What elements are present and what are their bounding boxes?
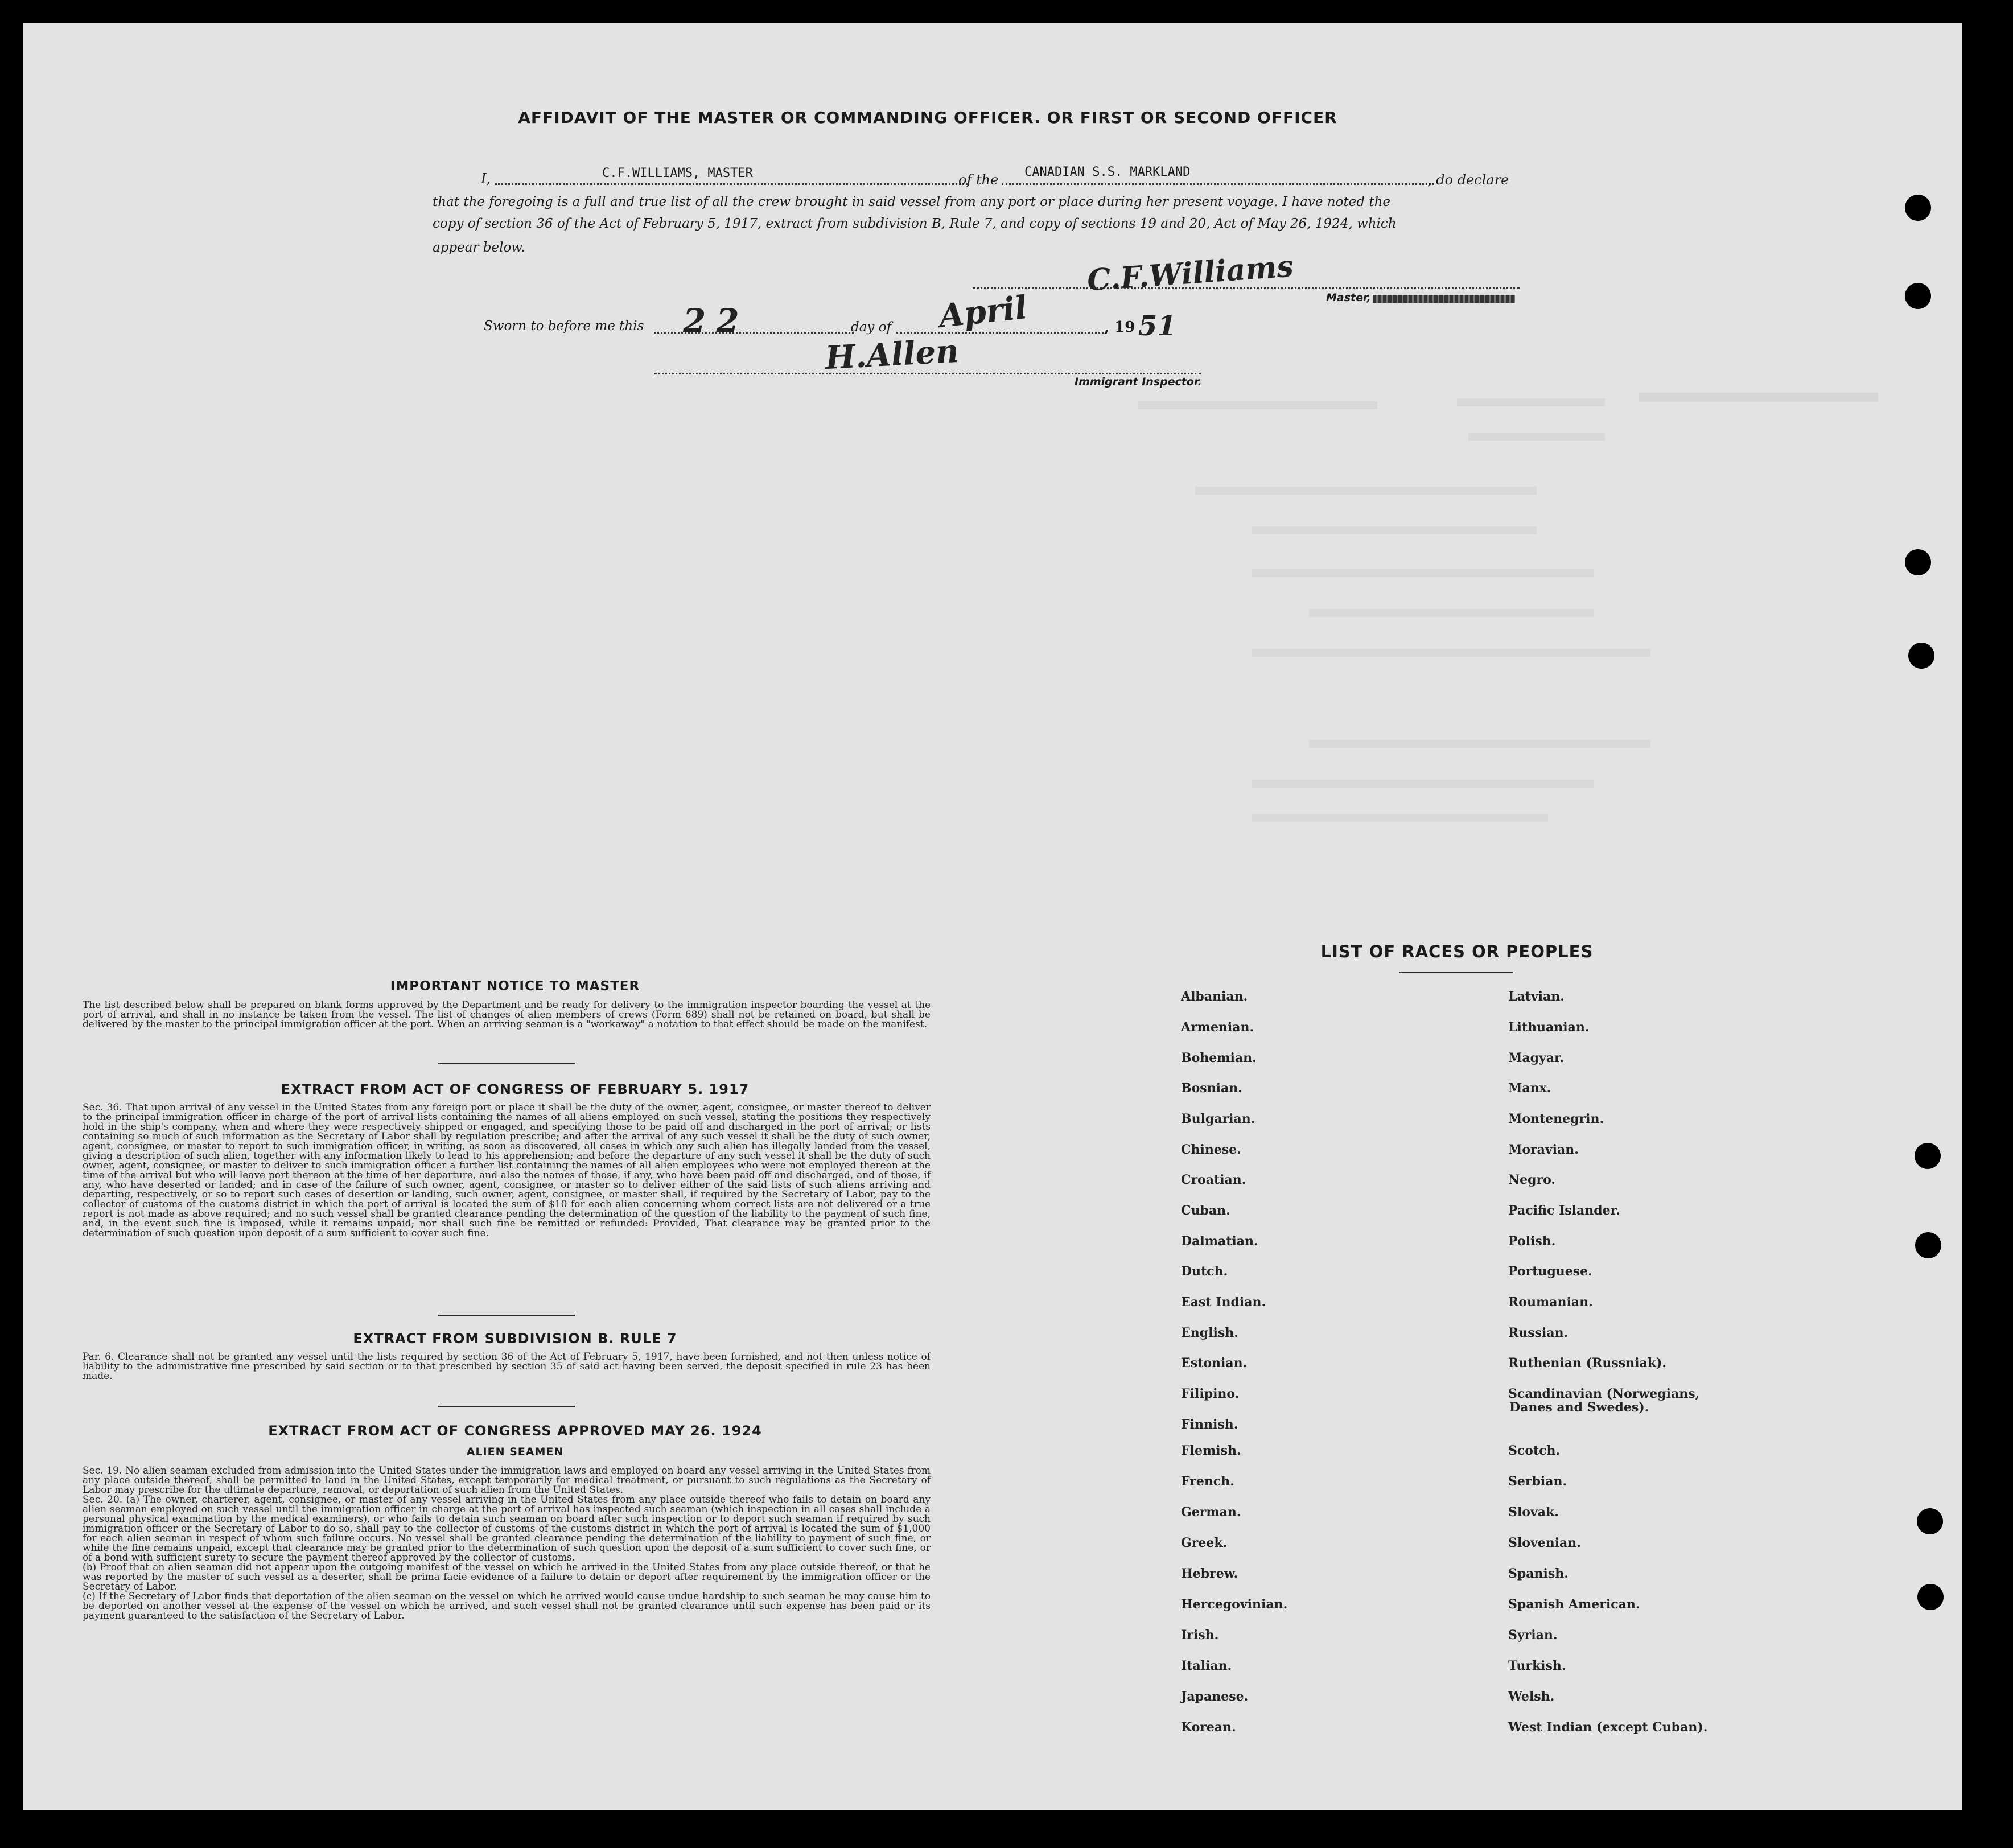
sworn-label: Sworn to before me this [484, 319, 644, 334]
race-item: Slovenian. [1508, 1536, 1581, 1550]
name-line [495, 183, 968, 185]
race-item: Montenegrin. [1508, 1112, 1604, 1126]
race-item: Filipino. [1181, 1386, 1240, 1401]
race-item: Ruthenian (Russniak). [1508, 1356, 1667, 1370]
master-label: Master, [1326, 291, 1371, 304]
race-item: Bulgarian. [1181, 1112, 1255, 1126]
race-item: Slovak. [1508, 1505, 1559, 1520]
race-item: Armenian. [1181, 1020, 1254, 1035]
race-item: Estonian. [1181, 1356, 1248, 1370]
affidavit-line-3: copy of section 36 of the Act of February 5, 1917, extract from subdivision B, Rule 7, and copy of sections 19 and 20, Act of May 26, 1924, which [433, 216, 1397, 231]
race-item: Dalmatian. [1181, 1234, 1258, 1249]
race-item: Latvian. [1508, 989, 1565, 1004]
affidavit-pronoun: I, [481, 171, 491, 187]
extract-1917-divider [438, 1315, 575, 1316]
races-divider [1399, 972, 1513, 973]
races-title: LIST OF RACES OR PEOPLES [1320, 942, 1594, 961]
race-item: Cuban. [1181, 1203, 1230, 1218]
sec20b-text: (b) Proof that an alien seaman did not appear upon the outgoing manifest of the vessel on which he arrived in the United States from any place outside thereof, or that he was reported by the master of such vessel as a deserter, shall be prima facie evidence of a failure to detain or deport after requirement by the immigration officer or the Secretary of Labor. [83, 1562, 931, 1592]
race-item: Korean. [1181, 1720, 1236, 1735]
sworn-day-value: 22 [683, 302, 750, 340]
sec19-text: Sec. 19. No alien seaman excluded from admission into the United States under the immigration laws and employed on board any vessel arriving in the United States from any place outside thereof, shall be permitted to land in the United States, except temporarily for medical treatment, or pursuant to such regulations as the Secretary of Labor may prescribe for the ultimate departure, removal, or deportation of such alien from the United States. [83, 1465, 931, 1496]
race-item: Welsh. [1508, 1689, 1555, 1704]
race-item: Irish. [1181, 1628, 1219, 1643]
extract-rule7-title: EXTRACT FROM SUBDIVISION B. RULE 7 [353, 1331, 677, 1347]
vessel-name-field: CANADIAN S.S. MARKLAND [1024, 165, 1191, 179]
race-item: German. [1181, 1505, 1241, 1520]
race-item: Japanese. [1181, 1689, 1249, 1704]
race-item: Negro. [1508, 1172, 1556, 1187]
inspector-signature: H.Allen [824, 332, 960, 377]
do-declare-label: , do declare [1427, 172, 1509, 188]
extract-1917-title: EXTRACT FROM ACT OF CONGRESS OF FEBRUARY 5. 1917 [281, 1081, 750, 1097]
race-item: Italian. [1181, 1658, 1232, 1673]
year-value: 51 [1138, 310, 1176, 342]
race-item: Syrian. [1508, 1628, 1558, 1643]
race-item: Hebrew. [1181, 1566, 1238, 1581]
race-item: Bosnian. [1181, 1081, 1242, 1096]
race-item: Pacific Islander. [1508, 1203, 1620, 1218]
extract-1924-subtitle: ALIEN SEAMEN [466, 1446, 564, 1458]
notice-text: The list described below shall be prepared on blank forms approved by the Department and be ready for delivery to the immigration inspector boarding the vessel at the port of arrival, and shall in no instance be taken from the vessel. The list of changes of alien members of crews (Form 689) shall not be retained on board, but shall be delivered by the master to the principal immigration officer at the port. When an arriving seaman is a "workaway" a notation to that effect should be made on the manifest. [83, 999, 931, 1030]
race-item: Portuguese. [1508, 1264, 1592, 1279]
race-item: West Indian (except Cuban). [1508, 1720, 1708, 1735]
extract-1917-text: Sec. 36. That upon arrival of any vessel in the United States from any foreign port or place it shall be the duty of the owner, agent, consignee, or master thereof to deliver to the principal immigration officer in charge of the port of arrival lists containing the names of all aliens employed on such vessel, stating the positions they respectively hold in the ship's company, when and where they were respectively shipped or engaged, and specifying those to be paid off and discharged in the port of arrival; or lists containing so much of such information as the Secretary of Labor shall by regulation prescribe; and after the arrival of any such vessel it shall be the duty of such owner, agent, consignee, or master to report to such immigration officer, in writing, as soon as discovered, all cases in which any such alien has illegally landed from the vessel, giving a description of such alien, together with any information likely to lead to his apprehension; and before the departure of any such vessel it shall be the duty of such owner, agent, consignee, or master to deliver to such immigration officer a further list containing the names of all alien employees who were not employed thereon at the time of the arrival but who will leave port thereon at the time of her departure, and also the names of those, if any, who have been paid off and discharged, and of those, if any, who have deserted or landed; and in case of the failure of such owner, agent, consignee, or master so to deliver either of the said lists of such aliens arriving and departing, respectively, or so to report such cases of desertion or landing, such owner, agent, consignee, or master shall, if required by the Secretary of Labor, pay to the collector of customs of the customs district in which the port of arrival is located the sum of $10 for each alien concerning whom correct lists are not delivered or a true report is not made as above required; and no such vessel shall be granted clearance pending the determination of the question of the liability to the payment of such fine, and, in the event such fine is imposed, while it remains unpaid; nor shall such fine be remitted or refunded: Provided, That clearance may be granted prior to the determination of such question upon deposit of a sum sufficient to cover such fine. [83, 1102, 931, 1239]
race-item: Spanish. [1508, 1566, 1569, 1581]
race-item: Dutch. [1181, 1264, 1228, 1279]
extract-rule7-text: Par. 6. Clearance shall not be granted any vessel until the lists required by section 36 of the Act of February 5, 1917, have been furnished, and not then unless notice of liability to the administrative fine prescribed by said section or to that prescribed by section 35 of said act having been served, the deposit specified in rule 23 has been made. [83, 1351, 931, 1382]
inspector-signature-line [654, 373, 1201, 374]
of-the-label: of the [958, 172, 999, 188]
affidavit-line-2: that the foregoing is a full and true list of all the crew brought in said vessel from any port or place during her present voyage. I have noted the [433, 195, 1390, 209]
extract-1924-body [83, 1466, 931, 1621]
race-item: Hercegovinian. [1181, 1597, 1288, 1612]
inspector-label: Immigrant Inspector. [1075, 376, 1202, 388]
sworn-month-line [896, 332, 1107, 334]
master-signature: C.F.Williams [1086, 249, 1295, 298]
affidavit-line-4: appear below. [433, 240, 525, 255]
race-item: Turkish. [1508, 1658, 1566, 1673]
race-item: Serbian. [1508, 1474, 1567, 1489]
race-item: Polish. [1508, 1234, 1556, 1249]
year-label: , 19 [1104, 319, 1135, 336]
race-item: English. [1181, 1326, 1238, 1340]
race-item: Greek. [1181, 1536, 1228, 1550]
day-of-label: day of [851, 320, 892, 335]
race-item: Bohemian. [1181, 1051, 1257, 1065]
race-item: Flemish. [1181, 1443, 1241, 1458]
race-item: Croatian. [1181, 1172, 1246, 1187]
race-item: Danes and Swedes). [1509, 1400, 1649, 1415]
race-item: Roumanian. [1508, 1295, 1593, 1310]
notice-divider [438, 1063, 575, 1064]
extract-1924-title: EXTRACT FROM ACT OF CONGRESS APPROVED MAY 26. 1924 [268, 1423, 762, 1439]
extract-rule7-divider [438, 1406, 575, 1407]
race-item: Scandinavian (Norwegians, [1508, 1386, 1700, 1401]
notice-title: IMPORTANT NOTICE TO MASTER [390, 979, 640, 994]
race-item: Spanish American. [1508, 1597, 1640, 1612]
struck-through-title [1373, 295, 1515, 303]
vessel-line [1002, 183, 1434, 185]
race-item: French. [1181, 1474, 1234, 1489]
sec20c-text: (c) If the Secretary of Labor finds that deportation of the alien seaman on the vessel on which he arrived would cause undue hardship to such seaman he may cause him to be deported on another vessel at the expense of the vessel on which he arrived, and such vessel shall not be granted clearance until such expense has been paid or its payment guaranteed to the satisfaction of the Secretary of Labor. [83, 1591, 931, 1621]
affidavit-title: AFFIDAVIT OF THE MASTER OR COMMANDING OFFICER. OR FIRST OR SECOND OFFICER [518, 108, 1337, 127]
race-item: Chinese. [1181, 1142, 1241, 1157]
race-item: Manx. [1508, 1081, 1551, 1096]
race-item: East Indian. [1181, 1295, 1266, 1310]
race-item: Magyar. [1508, 1051, 1565, 1065]
race-item: Finnish. [1181, 1417, 1238, 1432]
master-signature-line [973, 287, 1520, 289]
race-item: Scotch. [1508, 1443, 1561, 1458]
sworn-month-value: April [937, 289, 1029, 335]
race-item: Lithuanian. [1508, 1020, 1590, 1035]
race-item: Moravian. [1508, 1142, 1579, 1157]
master-name-field: C.F.WILLIAMS, MASTER [602, 166, 753, 180]
race-item: Albanian. [1181, 989, 1248, 1004]
sec20a-text: Sec. 20. (a) The owner, charterer, agent, consignee, or master of any vessel arriving in the United States from any place outside thereof who fails to detain on board any alien seaman employed on such vessel until the immigration officer in charge at the port of arrival has inspected such seaman (which inspection in all cases shall include a personal physical examination by the medical examiners), or who fails to detain such seaman on board after such inspection or to deport such seaman if required by such immigration officer or the Secretary of Labor to do so, shall pay to the collector of customs of the customs district in which the port of arrival is located the sum of $1,000 for each alien seaman in respect of whom such failure occurs. No vessel shall be granted clearance pending the determination of the liability to payment of such fine, or while the fine remains unpaid, except that clearance may be granted prior to the determination of such question upon the deposit of a sum sufficient to cover such fine, or of a bond with sufficient surety to secure the payment thereof approved by the collector of customs. [83, 1494, 931, 1563]
race-item: Russian. [1508, 1326, 1569, 1340]
